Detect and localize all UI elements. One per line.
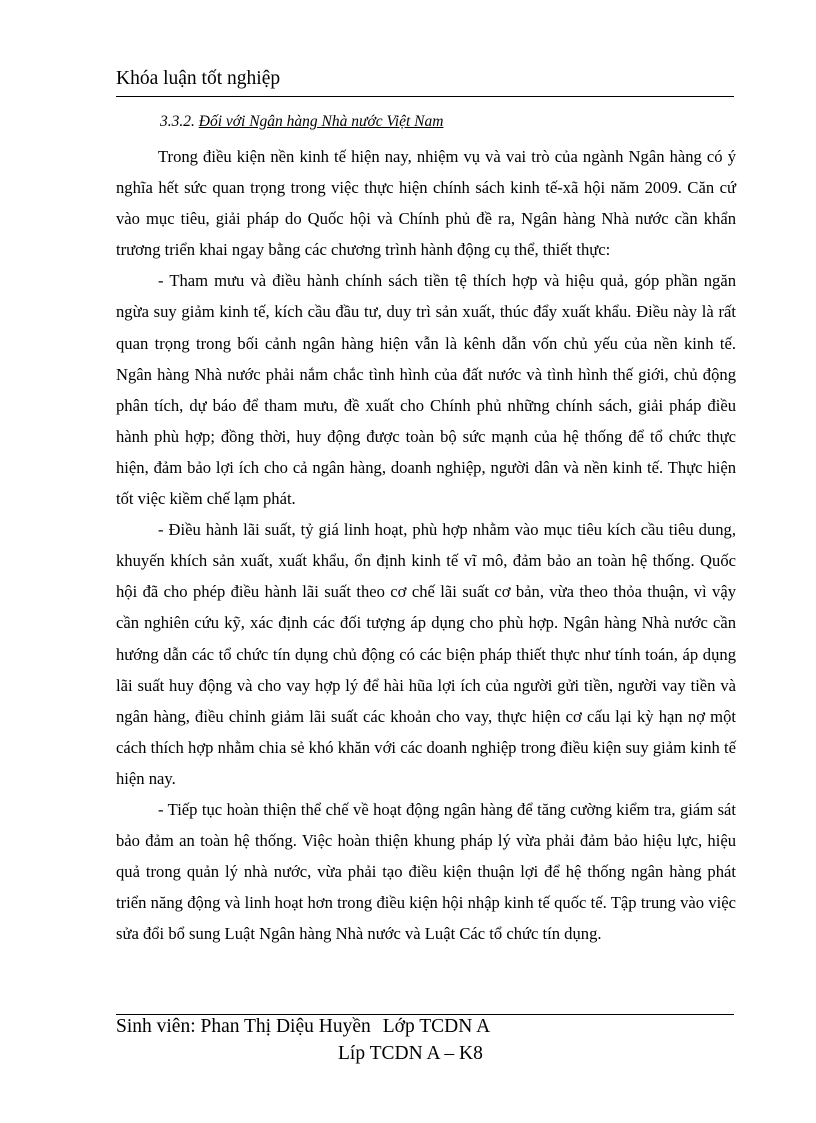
section-heading bbox=[160, 111, 443, 133]
footer-class: Lớp TCDN A bbox=[382, 1016, 491, 1037]
paragraph-bullet-1: - Tham mưu và điều hành chính sách tiền tệ thích hợp và hiệu quả, góp phần ngăn ngừa suy giảm kinh tế, kích cầu đầu tư, duy trì sản xuất, thúc đẩy xuất khẩu. Điều này là rất quan trọng trong bối cảnh ngân hàng hiện vẫn là kênh dẫn vốn chủ yếu của nền kinh tế. Ngân hàng Nhà nước phải nắm chắc tình hình của đất nước và tình hình thế giới, chủ động phân tích, dự báo để tham mưu, đề xuất cho Chính phủ những chính sách, giải pháp điều hành phù hợp; đồng thời, huy động được toàn bộ sức mạnh của hệ thống để tổ chức thực hiện, đảm bảo lợi ích cho cả ngân hàng, doanh nghiệp, người dân và nền kinh tế. Thực hiện tốt việc kiềm chế lạm phát. bbox=[116, 271, 736, 509]
paragraph-intro: Trong điều kiện nền kinh tế hiện nay, nhiệm vụ và vai trò của ngành Ngân hàng có ý nghĩa hết sức quan trọng trong việc thực hiện chính sách kinh tế-xã hội năm 2009. Căn cứ vào mục tiêu, giải pháp do Quốc hội và Chính phủ đề ra, Ngân hàng Nhà nước cần khẩn trương triển khai ngay bằng các chương trình hành động cụ thể, thiết thực: bbox=[116, 147, 736, 260]
footer-class-line: Líp TCDN A – K8 bbox=[338, 1043, 483, 1064]
section-title: Đối với Ngân hàng Nhà nước Việt Nam bbox=[198, 113, 444, 130]
paragraph-bullet-3: - Tiếp tục hoàn thiện thể chế về hoạt động ngân hàng để tăng cường kiểm tra, giám sát bảo đảm an toàn hệ thống. Việc hoàn thiện khung pháp lý vừa phải đảm bảo hiệu lực, hiệu quả trong quản lý nhà nước, vừa phải tạo điều kiện thuận lợi để hệ thống ngân hàng phát triển năng động và linh hoạt hơn trong điều kiện hội nhập kinh tế quốc tế. Tập trung vào việc sửa đổi bổ sung Luật Ngân hàng Nhà nước và Luật Các tổ chức tín dụng. bbox=[116, 799, 736, 944]
section-number: 3.3.2. bbox=[160, 113, 195, 130]
footer-student-line bbox=[116, 1014, 490, 1040]
footer-student-name: Sinh viên: Phan Thị Diệu Huyền bbox=[116, 1016, 371, 1037]
document-header-title: Khóa luận tốt nghiệp bbox=[116, 68, 281, 89]
header-divider bbox=[116, 96, 734, 97]
document-body bbox=[116, 141, 736, 949]
paragraph-bullet-2: - Điều hành lãi suất, tỷ giá linh hoạt, phù hợp nhằm vào mục tiêu kích cầu tiêu dung, khuyến khích sản xuất, xuất khẩu, ổn định kinh tế vĩ mô, đảm bảo an toàn hệ thống. Quốc hội đã cho phép điều hành lãi suất theo cơ chế lãi suất cơ bản, vừa theo thỏa thuận, vì vậy cần nghiên cứu kỹ, xác định các đối tượng áp dụng cho phù hợp. Ngân hàng Nhà nước cần hướng dẫn các tổ chức tín dụng chủ động có các biện pháp thiết thực như tính toán, áp dụng lãi suất huy động và cho vay hợp lý để hài hũa lợi ích của người gửi tiền, người vay tiền và ngân hàng, điều chỉnh giảm lãi suất các khoản cho vay, thực hiện cơ cấu lại kỳ hạn nợ một cách thích hợp nhằm chia sẻ khó khăn với các doanh nghiệp trong điều kiện suy giảm kinh tế hiện nay. bbox=[116, 520, 736, 788]
